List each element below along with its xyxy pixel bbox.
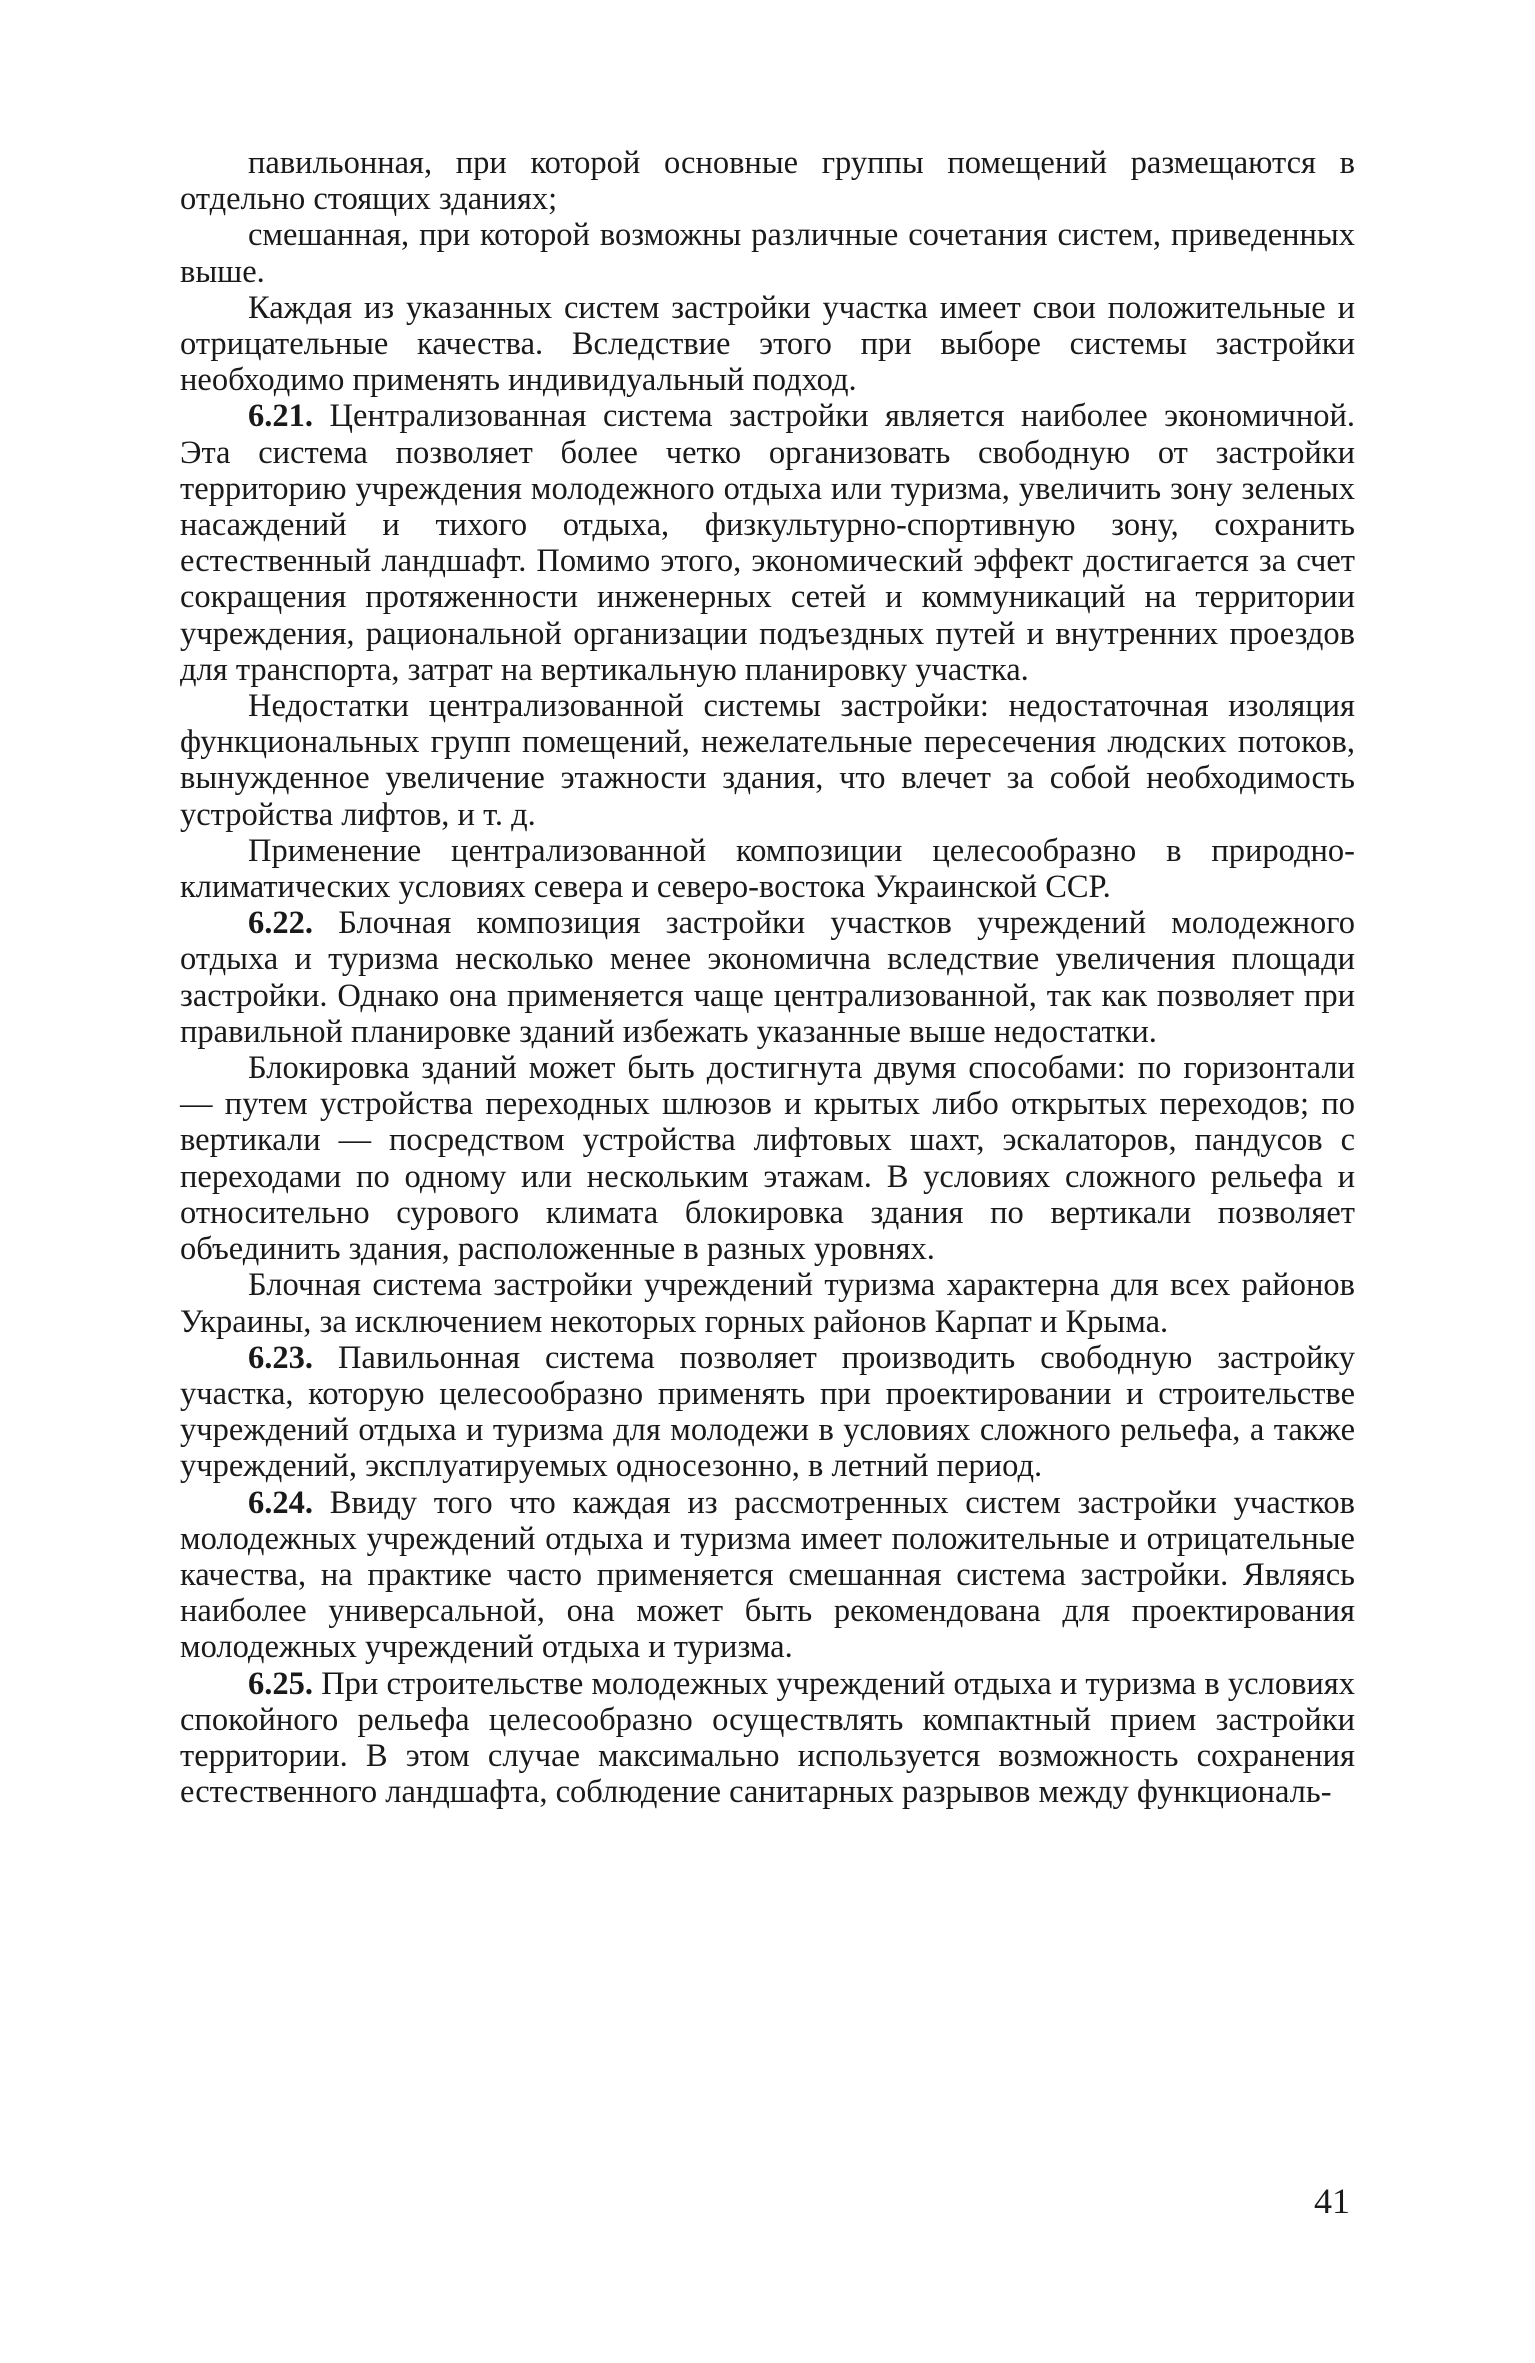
paragraph-text: Павильонная система позволяет производить свободную застройку участка, которую целесообразно применять при проектировании и строительстве учреждений отдыха и туризма для молодежи в условиях сложного рельефа, а также учреждений, эксплуатируемых односезонно, в летний период. xyxy=(180,1339,1356,1485)
paragraph-text: Блочная композиция застройки участков учреждений молодежного отдыха и туризма несколько менее экономична вследствие увеличения площади застройки. Однако она применяется чаще централизованной, так как позволяет при правильной планировке зданий избежать указанные выше недостатки. xyxy=(180,905,1356,1050)
paragraph-text: смешанная, при которой возможны различные сочетания систем, приведенных выше. xyxy=(180,217,1355,290)
paragraph-text: При строительстве молодежных учреждений отдыха и туризма в условиях спокойного рельефа целесообразно осуществлять компактный прием застройки территории. В этом случае максимально используется возможность сохранения естественного ландшафта, соблюдение санитарных разрывов между функциональ- xyxy=(180,1665,1356,1811)
section-number: 6.25. xyxy=(248,1665,313,1702)
paragraph xyxy=(180,688,1355,833)
paragraph-text: Блокировка зданий может быть достигнута двумя способами: по горизонтали — путем устройства переходных шлюзов и крытых либо открытых переходов; по вертикали — посредством устройства лифтовых шахт, эскалаторов, пандусов с переходами по одному или нескольким этажам. В условиях сложного рельефа и относительно сурового климата блокировка здания по вертикали позволяет объединить здания, расположенные в разных уровнях. xyxy=(180,1050,1355,1268)
section-number: 6.22. xyxy=(248,905,313,942)
page-number: 41 xyxy=(1314,2181,1350,2221)
paragraph xyxy=(180,290,1355,399)
section-number: 6.24. xyxy=(248,1484,313,1521)
paragraph xyxy=(180,398,1355,688)
paragraph-text: Ввиду того что каждая из рассмотренных систем застройки участков молодежных учреждений отдыха и туризма имеет положительные и отрицательные качества, на практике часто применяется смешанная система застройки. Являясь наиболее универсальной, она может быть рекомендована для проектирования молодежных учреждений отдыха и туризма. xyxy=(180,1484,1355,1666)
section-number: 6.23. xyxy=(248,1339,313,1376)
paragraph xyxy=(180,905,1355,1050)
body-text xyxy=(180,145,1355,1810)
paragraph-text: Недостатки централизованной системы застройки: недостаточная изоляция функциональных групп помещений, нежелательные пересечения людских потоков, вынужденное увеличение этажности здания, что влечет за собой необходимость устройства лифтов, и т. д. xyxy=(180,688,1355,833)
paragraph-text: Блочная система застройки учреждений туризма характерна для всех районов Украины, за исключением некоторых горных районов Карпат и Крыма. xyxy=(180,1267,1355,1340)
paragraph-text: Централизованная система застройки является наиболее экономичной. Эта система позволяет более четко организовать свободную от застройки территорию учреждения молодежного отдыха или туризма, увеличить зону зеленых насаждений и тихого отдыха, физкультурно-спортивную зону, сохранить естественный ландшафт. Помимо этого, экономический эффект достигается за счет сокращения протяженности инженерных сетей и коммуникаций на территории учреждения, рациональной организации подъездных путей и внутренних проездов для транспорта, затрат на вертикальную планировку участка. xyxy=(180,398,1355,688)
paragraph-text: Применение централизованной композиции целесообразно в природно-климатических условиях севера и северо-востока Украинской ССР. xyxy=(180,832,1355,906)
paragraph xyxy=(180,833,1355,905)
paragraph xyxy=(180,1485,1355,1666)
paragraph xyxy=(180,1267,1355,1339)
section-number: 6.21. xyxy=(248,398,313,435)
paragraph xyxy=(180,145,1355,217)
paragraph xyxy=(180,1050,1355,1267)
paragraph-text: Каждая из указанных систем застройки участка имеет свои положительные и отрицательные качества. Вследствие этого при выборе системы застройки необходимо применять индивидуальный подход. xyxy=(180,289,1355,399)
paragraph-text: павильонная, при которой основные группы помещений размещаются в отдельно стоящих зданиях; xyxy=(180,145,1355,218)
paragraph xyxy=(180,217,1355,289)
paragraph xyxy=(180,1340,1355,1485)
paragraph xyxy=(180,1666,1355,1811)
